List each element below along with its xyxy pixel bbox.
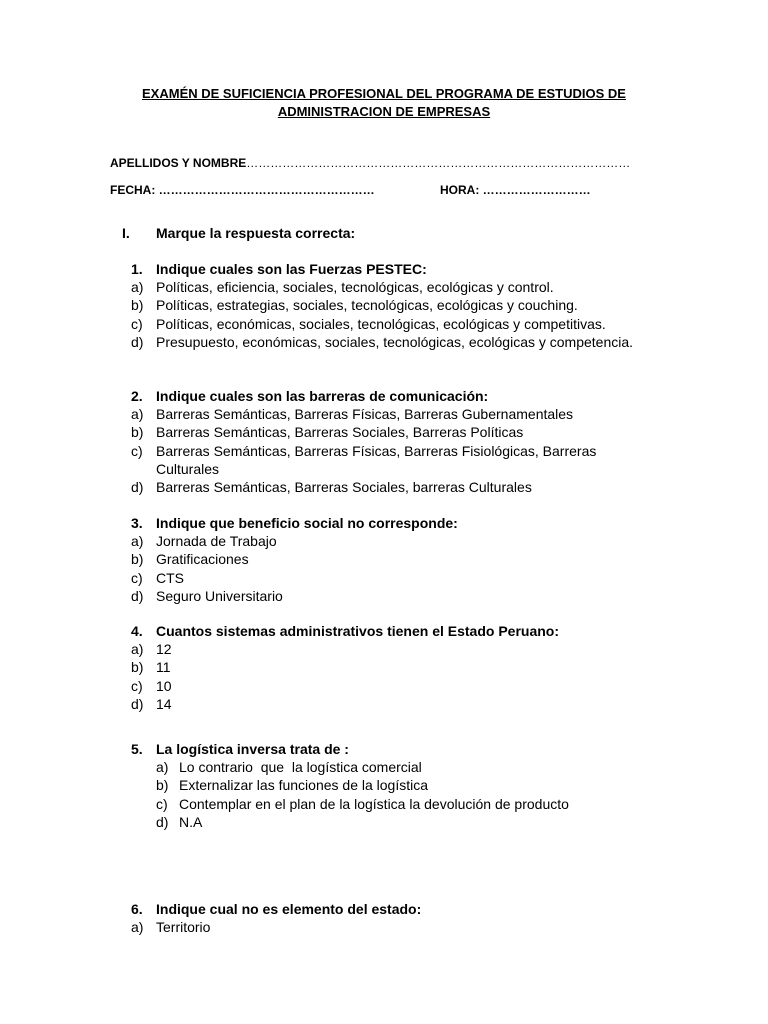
option-letter: c) (156, 795, 168, 812)
option-c (131, 442, 658, 478)
option-d (131, 695, 658, 713)
question-6 (131, 900, 658, 936)
option-a (131, 918, 658, 936)
name-dots: …………………………………………………………………………………… (246, 156, 631, 170)
option-letter: c) (131, 569, 143, 586)
option-letter: a) (131, 533, 144, 550)
option-letter: c) (131, 442, 143, 459)
question-5 (131, 740, 658, 831)
exam-title (100, 85, 668, 121)
question-number: 5. (131, 741, 143, 757)
option-d (131, 333, 658, 351)
date-field (110, 182, 375, 198)
question-text: Indique cuales son las Fuerzas PESTEC: (156, 261, 427, 277)
option-a (131, 640, 658, 658)
time-label: HORA: (440, 183, 483, 197)
option-c (131, 795, 658, 813)
time-field (440, 182, 591, 198)
option-letter: b) (131, 297, 144, 314)
option-b (131, 423, 658, 441)
question-number: 4. (131, 623, 143, 639)
question-title (131, 622, 658, 640)
option-text: Externalizar las funciones de la logística (179, 777, 429, 794)
option-d (131, 587, 658, 605)
name-field (110, 155, 630, 171)
option-a (131, 278, 658, 296)
option-text: Gratificaciones (156, 551, 249, 568)
option-text: Jornada de Trabajo (156, 533, 277, 550)
option-letter: d) (131, 695, 144, 712)
option-text: Barreras Semánticas, Barreras Sociales, barreras Culturales (156, 479, 532, 496)
question-text: Indique que beneficio social no corresponde: (156, 515, 458, 531)
option-text: 12 (156, 641, 172, 658)
question-title (131, 900, 658, 918)
exam-title-line-2: ADMINISTRACION DE EMPRESAS (277, 104, 491, 119)
option-text: Barreras Semánticas, Barreras Sociales, Barreras Políticas (156, 424, 524, 441)
option-text: Lo contrario que la logística comercial (179, 759, 422, 776)
question-title (131, 387, 658, 405)
option-c (131, 677, 658, 695)
question-3 (131, 514, 658, 605)
question-2 (131, 387, 658, 496)
option-text: Políticas, económicas, sociales, tecnológicas, ecológicas y competitivas. (156, 315, 606, 332)
option-text: N.A (179, 813, 203, 830)
option-letter: d) (131, 587, 144, 604)
option-text: Presupuesto, económicas, sociales, tecnológicas, ecológicas y competencia. (156, 333, 634, 350)
option-text: Territorio (156, 919, 211, 936)
option-a (131, 532, 658, 550)
question-title (131, 260, 658, 278)
question-number: 1. (131, 261, 143, 277)
option-letter: b) (156, 777, 169, 794)
option-letter: a) (156, 759, 169, 776)
section-heading (122, 224, 355, 242)
option-text: Contemplar en el plan de la logística la devolución de producto (179, 795, 569, 812)
option-text: 11 (156, 659, 171, 676)
question-title (131, 740, 658, 758)
option-text: CTS (156, 569, 184, 586)
question-text: Indique cuales son las barreras de comunicación: (156, 388, 489, 404)
option-letter: d) (131, 479, 144, 496)
option-b (131, 550, 658, 568)
option-text: Barreras Semánticas, Barreras Físicas, Barreras Gubernamentales (156, 406, 574, 423)
option-letter: c) (131, 677, 143, 694)
exam-title-line-1: EXAMÉN DE SUFICIENCIA PROFESIONAL DEL PROGRAMA DE ESTUDIOS DE (142, 86, 626, 101)
option-text: Seguro Universitario (156, 587, 283, 604)
question-text: Indique cual no es elemento del estado: (156, 901, 422, 917)
question-1 (131, 260, 658, 351)
question-4 (131, 622, 658, 713)
option-b (131, 658, 658, 676)
option-letter: a) (131, 406, 144, 423)
question-title (131, 514, 658, 532)
question-number: 3. (131, 515, 143, 531)
option-c (131, 569, 658, 587)
option-b (131, 296, 658, 314)
option-d (131, 813, 658, 831)
option-letter: a) (131, 641, 144, 658)
option-letter: c) (131, 315, 143, 332)
time-dots: ……………………… (482, 183, 591, 197)
option-a (131, 405, 658, 423)
option-letter: d) (131, 333, 144, 350)
option-text: 14 (156, 695, 172, 712)
date-dots: ……………………………………………… (158, 183, 375, 197)
option-a (131, 758, 658, 776)
name-label: APELLIDOS Y NOMBRE (110, 156, 247, 170)
question-number: 2. (131, 388, 143, 404)
question-number: 6. (131, 901, 143, 917)
option-b (131, 776, 658, 794)
option-letter: b) (131, 659, 144, 676)
option-text: Políticas, eficiencia, sociales, tecnológicas, ecológicas y control. (156, 279, 554, 296)
option-c (131, 315, 658, 333)
option-letter: b) (131, 551, 144, 568)
option-text: Barreras Semánticas, Barreras Físicas, Barreras Fisiológicas, Barreras Culturales (156, 442, 597, 477)
option-text: 10 (156, 677, 172, 694)
option-letter: a) (131, 279, 144, 296)
question-text: La logística inversa trata de : (156, 741, 349, 757)
option-letter: a) (131, 919, 144, 936)
date-label: FECHA: (110, 183, 159, 197)
option-d (131, 478, 658, 496)
option-letter: b) (131, 424, 144, 441)
question-text: Cuantos sistemas administrativos tienen el Estado Peruano: (156, 623, 559, 639)
section-number: I. (122, 225, 130, 241)
option-text: Políticas, estrategias, sociales, tecnológicas, ecológicas y couching. (156, 297, 578, 314)
section-title: Marque la respuesta correcta: (156, 225, 356, 241)
option-letter: d) (156, 813, 169, 830)
